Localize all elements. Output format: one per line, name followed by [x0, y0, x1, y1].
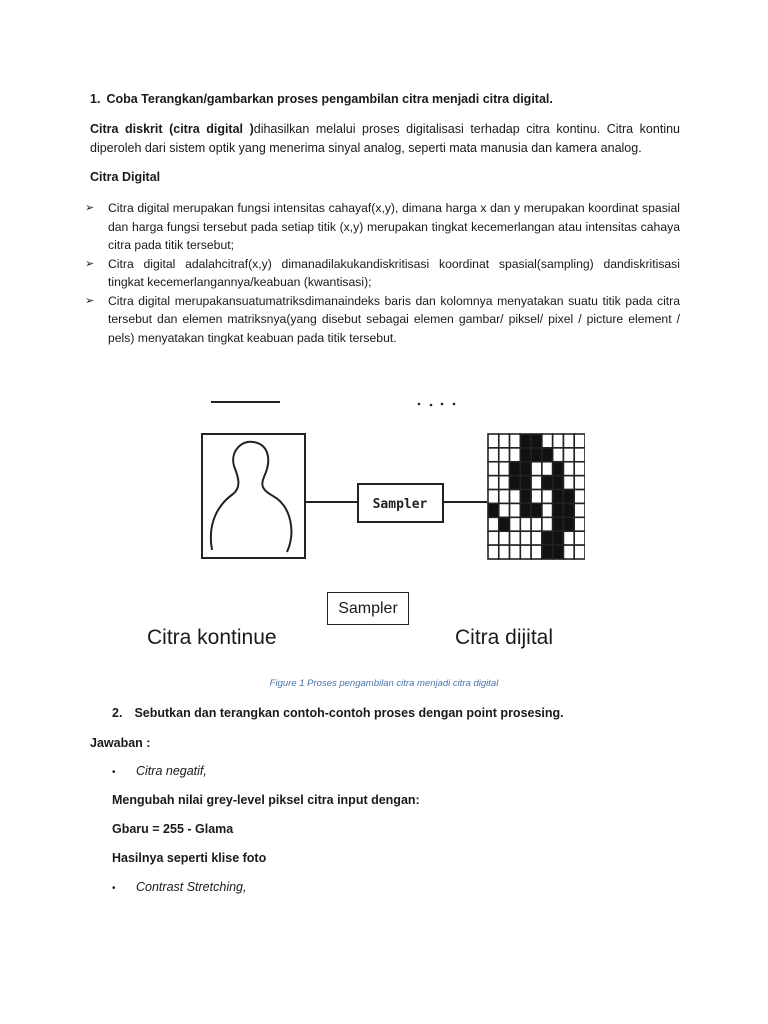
pixel-filled	[542, 545, 553, 559]
bullet-text: Citra digital adalahcitraf(x,y) dimanadilakukandiskritisasi koordinat spasial(sampling) dandiskritisasi tingkat kecemerlangannya/keabuan (kwantisasi);	[108, 256, 680, 289]
pixel-empty	[488, 476, 499, 490]
pixel-filled	[542, 531, 553, 545]
pixel-empty	[499, 503, 510, 517]
pixel-empty	[542, 434, 553, 448]
pixel-empty	[574, 462, 585, 476]
pixel-filled	[542, 476, 553, 490]
formula-line: Gbaru = 255 - Glama	[112, 822, 234, 836]
pixel-filled	[553, 476, 564, 490]
bullet-dot-icon: •	[112, 883, 116, 894]
pixel-filled	[520, 462, 531, 476]
pixel-filled	[553, 462, 564, 476]
continuous-image-frame	[202, 434, 305, 558]
pixel-filled	[531, 503, 542, 517]
pixel-empty	[520, 531, 531, 545]
bullet-text: Citra digital merupakansuatumatriksdimanaindeks baris dan kolomnya menyatakan suatu titik pada citra tersebut dan elemen matriksnya(yang disebut sebagai elemen gambar/ piksel/ pixel / picture element / pels) menyatakan tingkat keabuan pada titik tersebut.	[108, 293, 680, 345]
bullet-list	[85, 199, 680, 347]
sampler-box-text: Sampler	[372, 497, 428, 512]
pixel-filled	[563, 517, 574, 531]
pixel-empty	[563, 462, 574, 476]
pixel-empty	[531, 545, 542, 559]
pixel-empty	[574, 531, 585, 545]
pixel-empty	[574, 503, 585, 517]
pixel-empty	[510, 448, 521, 462]
pixel-filled	[553, 490, 564, 504]
pixel-empty	[510, 545, 521, 559]
pixel-empty	[574, 434, 585, 448]
pixel-empty	[488, 490, 499, 504]
pixel-filled	[542, 448, 553, 462]
intro-rest: dihasilkan melalui proses digitalisasi terhadap citra kontinu. Citra kontinu diperoleh dari sistem optik yang menerima sinyal analog, seperti mata manusia dan kamera analog.	[90, 122, 680, 155]
pixel-empty	[542, 462, 553, 476]
pixel-empty	[563, 545, 574, 559]
pixel-empty	[553, 448, 564, 462]
list-item	[85, 199, 680, 255]
section-title: Citra Digital	[90, 170, 161, 184]
pixel-filled	[563, 490, 574, 504]
digital-image-label: Citra dijital	[455, 626, 554, 649]
pixel-empty	[510, 490, 521, 504]
pixel-empty	[574, 517, 585, 531]
pixel-empty	[531, 476, 542, 490]
answer-label: Jawaban :	[90, 736, 151, 750]
intro-paragraph	[90, 120, 680, 158]
pixel-empty	[499, 545, 510, 559]
pixel-empty	[488, 531, 499, 545]
question-2-text: Sebutkan dan terangkan contoh-contoh proses dengan point prosesing.	[134, 706, 564, 720]
scan-dots	[418, 403, 456, 407]
figure-caption: Figure 1 Proses pengambilan citra menjadi citra digital	[269, 678, 499, 689]
pixel-empty	[510, 517, 521, 531]
pixel-empty	[531, 517, 542, 531]
pixel-empty	[499, 448, 510, 462]
arrow-bullet-icon: ➢	[85, 202, 95, 214]
pixel-empty	[531, 462, 542, 476]
pixel-empty	[574, 545, 585, 559]
pixel-empty	[563, 448, 574, 462]
pixel-empty	[510, 531, 521, 545]
pixel-empty	[574, 448, 585, 462]
continuous-image-label: Citra kontinue	[147, 626, 277, 649]
pixel-filled	[520, 448, 531, 462]
sampler-caption-box: Sampler	[327, 592, 409, 625]
pixel-empty	[531, 490, 542, 504]
pixel-empty	[542, 517, 553, 531]
pixel-filled	[553, 545, 564, 559]
pixel-empty	[542, 490, 553, 504]
pixel-filled	[520, 434, 531, 448]
pixel-empty	[542, 503, 553, 517]
pixel-filled	[553, 531, 564, 545]
result-line: Hasilnya seperti klise foto	[112, 851, 267, 865]
question-2-number: 2.	[112, 706, 123, 720]
pixel-empty	[499, 462, 510, 476]
pixel-empty	[499, 434, 510, 448]
pixel-empty	[563, 476, 574, 490]
pixel-filled	[531, 448, 542, 462]
bullet-dot-icon: •	[112, 767, 116, 778]
pixel-empty	[499, 531, 510, 545]
list-item	[85, 255, 680, 292]
pixel-filled	[553, 517, 564, 531]
pixel-empty	[499, 476, 510, 490]
pixel-empty	[520, 545, 531, 559]
item-text: Citra negatif,	[136, 764, 207, 778]
pixel-filled	[531, 434, 542, 448]
pixel-filled	[563, 503, 574, 517]
list-item	[85, 292, 680, 348]
list-item	[112, 764, 207, 778]
pixel-empty	[510, 503, 521, 517]
pixel-filled	[499, 517, 510, 531]
pixel-empty	[510, 434, 521, 448]
pixel-filled	[488, 503, 499, 517]
pixel-empty	[563, 531, 574, 545]
pixel-empty	[520, 517, 531, 531]
pixel-empty	[574, 476, 585, 490]
sampling-figure	[145, 392, 585, 664]
pixel-empty	[488, 545, 499, 559]
pixel-empty	[574, 490, 585, 504]
pixel-filled	[520, 476, 531, 490]
list-item	[112, 880, 246, 894]
arrow-bullet-icon: ➢	[85, 294, 95, 307]
person-silhouette-outline	[211, 442, 292, 552]
pixel-empty	[488, 448, 499, 462]
pixel-empty	[488, 517, 499, 531]
pixel-empty	[531, 531, 542, 545]
item-text: Contrast Stretching,	[136, 880, 247, 894]
digital-pixel-grid	[488, 434, 585, 559]
question-1-text: Coba Terangkan/gambarkan proses pengambilan citra menjadi citra digital.	[106, 92, 553, 106]
pixel-filled	[553, 503, 564, 517]
pixel-filled	[520, 490, 531, 504]
question-1-number: 1.	[90, 92, 101, 106]
pixel-filled	[520, 503, 531, 517]
intro-bold-term: Citra diskrit (citra digital )	[90, 122, 254, 136]
question-2	[112, 706, 564, 720]
pixel-empty	[488, 462, 499, 476]
question-1	[90, 92, 553, 106]
pixel-filled	[510, 462, 521, 476]
pixel-empty	[499, 490, 510, 504]
bullet-text: Citra digital merupakan fungsi intensitas cahayaf(x,y), dimana harga x dan y merupakan koordinat spasial dan harga fungsi tersebut pada setiap titik (x,y) merupakan tingkat kecemerlangan atau intensitas cahaya citra pada titik tersebut;	[108, 201, 680, 252]
description-line: Mengubah nilai grey-level piksel citra input dengan:	[112, 793, 420, 807]
pixel-empty	[553, 434, 564, 448]
arrow-bullet-icon: ➢	[85, 257, 95, 270]
pixel-empty	[563, 434, 574, 448]
pixel-filled	[510, 476, 521, 490]
pixel-empty	[488, 434, 499, 448]
